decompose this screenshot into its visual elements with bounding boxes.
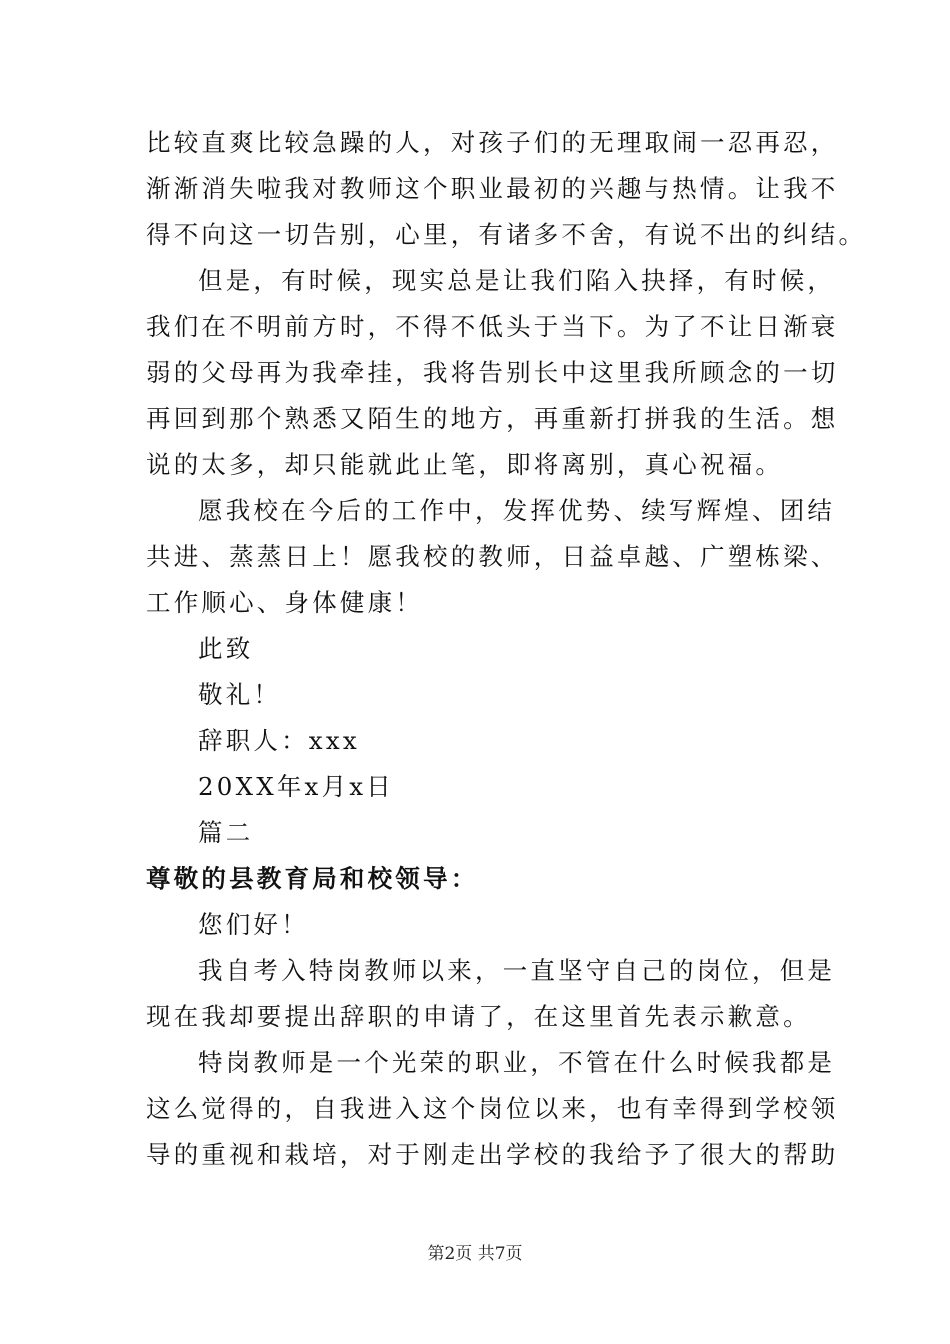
text-line: 您们好！: [198, 910, 309, 939]
text-line: 现在我却要提出辞职的申请了，在这里首先表示歉意。: [146, 1002, 811, 1031]
text-line: 这么觉得的，自我进入这个岗位以来，也有幸得到学校领: [146, 1094, 839, 1123]
text-line: 愿我校在今后的工作中，发挥优势、续写辉煌、团结: [198, 496, 836, 525]
text-line: 特岗教师是一个光荣的职业，不管在什么时候我都是: [198, 1048, 836, 1077]
text-line: 导的重视和栽培，对于刚走出学校的我给予了很大的帮助: [146, 1140, 839, 1169]
text-line: 20XX年x月x日: [198, 772, 394, 801]
text-line: 弱的父母再为我牵挂，我将告别长中这里我所顾念的一切: [146, 358, 839, 387]
text-line: 我们在不明前方时，不得不低头于当下。为了不让日渐衰: [146, 312, 839, 341]
text-line: 渐渐消失啦我对教师这个职业最初的兴趣与热情。让我不: [146, 174, 839, 203]
salutation-line: 尊敬的县教育局和校领导：: [146, 864, 479, 893]
text-line: 共进、蒸蒸日上！愿我校的教师，日益卓越、广塑栋梁、: [146, 542, 839, 571]
text-line: 再回到那个熟悉又陌生的地方，再重新打拼我的生活。想: [146, 404, 839, 433]
document-body: [146, 120, 867, 1178]
text-line: 敬礼！: [198, 680, 282, 709]
text-line: 我自考入特岗教师以来，一直坚守自己的岗位，但是: [198, 956, 836, 985]
text-line: 辞职人：xxx: [198, 726, 360, 755]
text-line: 此致: [198, 634, 254, 663]
text-line: 但是，有时候，现实总是让我们陷入抉择，有时候，: [198, 266, 836, 295]
text-line: 工作顺心、身体健康！: [146, 588, 423, 617]
text-line: 得不向这一切告别，心里，有诸多不舍，有说不出的纠结。: [146, 220, 867, 249]
text-line: 比较直爽比较急躁的人，对孩子们的无理取闹一忍再忍，: [146, 128, 839, 157]
text-line: 说的太多，却只能就此止笔，即将离别，真心祝福。: [146, 450, 784, 479]
page-footer: 第2页 共7页: [427, 1244, 523, 1264]
text-line: 篇二: [198, 818, 254, 847]
